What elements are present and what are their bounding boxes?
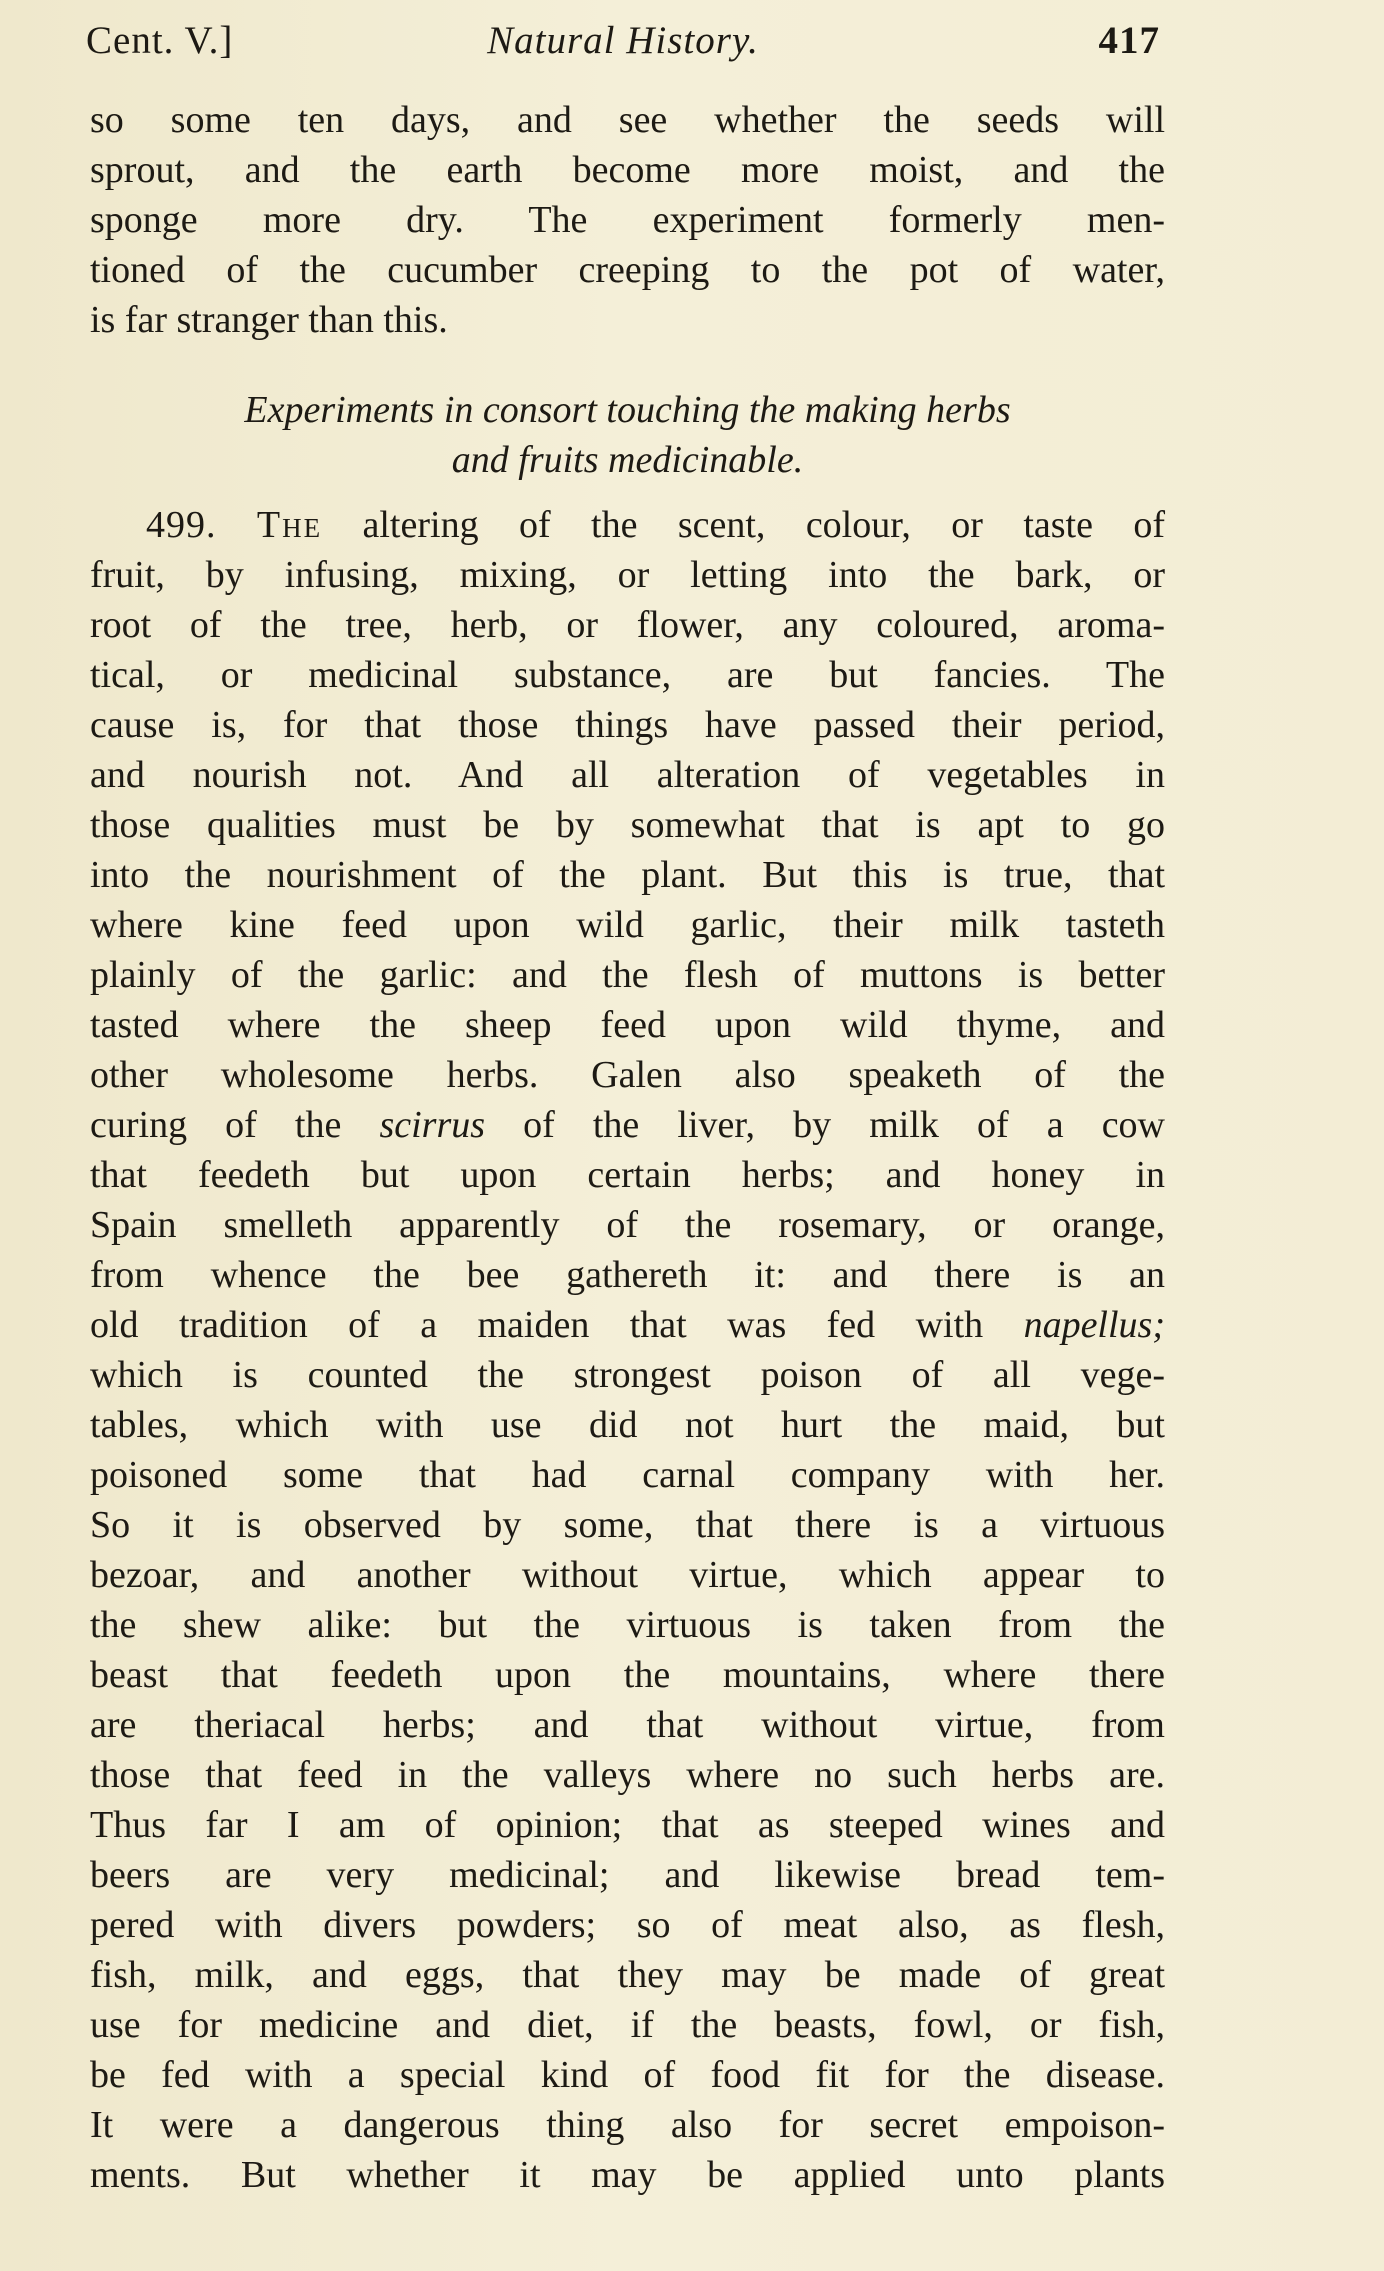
text-line: pered with divers powders; so of meat also, as flesh, [90, 1904, 1165, 1946]
running-head [86, 18, 1160, 78]
text-line: Thus far I am of opinion; that as steeped wines and [90, 1804, 1165, 1846]
page-number: 417 [1098, 19, 1160, 62]
text-line: poisoned some that had carnal company with her. [90, 1454, 1165, 1496]
scirrus-after: of the liver, by milk of a cow [485, 1104, 1165, 1146]
text-line: use for medicine and diet, if the beasts, fowl, or fish, [90, 2004, 1165, 2046]
text-line: so some ten days, and see whether the seeds will [90, 99, 1165, 141]
text-line: So it is observed by some, that there is a virtuous [90, 1504, 1165, 1546]
text-line: tioned of the cucumber creeping to the pot of water, [90, 249, 1165, 291]
paragraph-first-line-rest: altering of the scent, colour, or taste of [322, 504, 1166, 546]
text-line: sprout, and the earth become more moist, and the [90, 149, 1165, 191]
text-line: are theriacal herbs; and that without virtue, from [90, 1704, 1165, 1746]
section-heading-line-2: and fruits medicinable. [451, 439, 804, 481]
running-head-left: Cent. V.] [86, 19, 234, 62]
text-line: beers are very medicinal; and likewise bread tem- [90, 1854, 1165, 1896]
section-heading-line-1: Experiments in consort touching the making herbs [244, 389, 1011, 431]
text-line: other wholesome herbs. Galen also speaketh of the [90, 1054, 1165, 1096]
scirrus-before: curing of the [90, 1104, 380, 1146]
running-head-title: Natural History. [487, 19, 759, 62]
text-line: into the nourishment of the plant. But this is true, that [90, 854, 1165, 896]
napellus-before: old tradition of a maiden that was fed with [90, 1304, 1024, 1346]
text-line: those qualities must be by somewhat that is apt to go [90, 804, 1165, 846]
section-heading [90, 385, 1165, 485]
text-line-scirrus [90, 1100, 1165, 1150]
text-line: Spain smelleth apparently of the rosemary, or orange, [90, 1204, 1165, 1246]
text-line: fish, milk, and eggs, that they may be made of great [90, 1954, 1165, 1996]
text-line: where kine feed upon wild garlic, their milk tasteth [90, 904, 1165, 946]
text-line: those that feed in the valleys where no such herbs are. [90, 1754, 1165, 1796]
text-line: that feedeth but upon certain herbs; and honey in [90, 1154, 1165, 1196]
paragraph-number: 499. [146, 504, 217, 546]
text-line: and nourish not. And all alteration of vegetables in [90, 754, 1165, 796]
text-line: tables, which with use did not hurt the maid, but [90, 1404, 1165, 1446]
text-line: be fed with a special kind of food fit for the disease. [90, 2054, 1165, 2096]
paragraph-first-word: The [256, 504, 323, 546]
text-line: tical, or medicinal substance, are but fancies. The [90, 654, 1165, 696]
paragraph-first-line [90, 500, 1165, 550]
text-line: ments. But whether it may be applied unto plants [90, 2154, 1165, 2196]
continuation-paragraph [90, 95, 1165, 345]
text-line: sponge more dry. The experiment formerly men- [90, 199, 1165, 241]
scirrus-term: scirrus [379, 1104, 486, 1146]
text-line: root of the tree, herb, or flower, any coloured, aroma- [90, 604, 1165, 646]
text-line: tasted where the sheep feed upon wild thyme, and [90, 1004, 1165, 1046]
napellus-term: napellus; [1023, 1304, 1165, 1346]
text-line-napellus [90, 1300, 1165, 1350]
text-line: beast that feedeth upon the mountains, where there [90, 1654, 1165, 1696]
text-line: which is counted the strongest poison of all vege- [90, 1354, 1165, 1396]
text-line: the shew alike: but the virtuous is taken from the [90, 1604, 1165, 1646]
text-line: It were a dangerous thing also for secret empoison- [90, 2104, 1165, 2146]
text-line: bezoar, and another without virtue, which appear to [90, 1554, 1165, 1596]
text-line: plainly of the garlic: and the flesh of muttons is better [90, 954, 1165, 996]
text-line: fruit, by infusing, mixing, or letting into the bark, or [90, 554, 1165, 596]
text-line: from whence the bee gathereth it: and there is an [90, 1254, 1165, 1296]
text-line: is far stranger than this. [90, 299, 448, 341]
paragraph-499 [90, 500, 1165, 2200]
text-line: cause is, for that those things have passed their period, [90, 704, 1165, 746]
